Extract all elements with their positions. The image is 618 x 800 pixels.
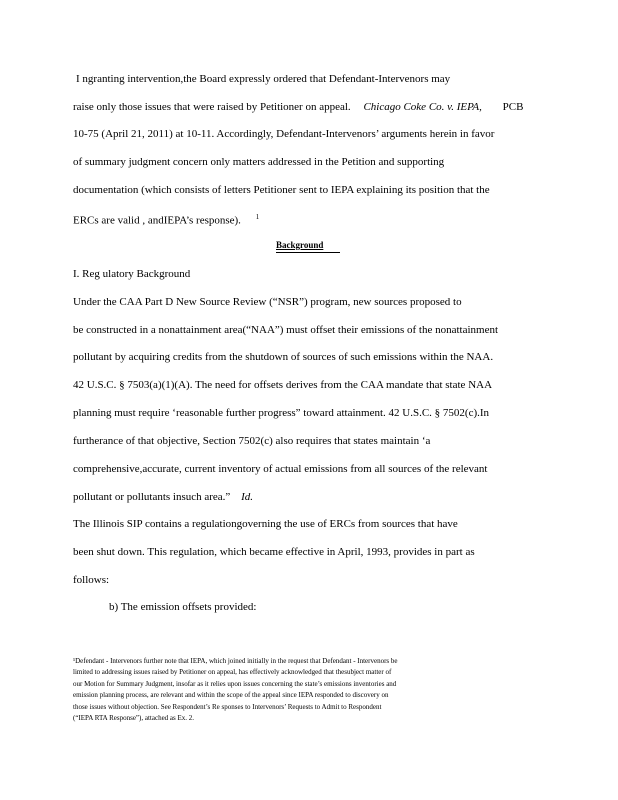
body-text: PCB xyxy=(502,101,524,113)
body-line xyxy=(73,210,259,228)
body-line: been shut down. This regulation, which became effective in April, 1993, provides in part as xyxy=(73,546,475,558)
body-line: 10-75 (April 21, 2011) at 10-11. Accordingly, Defendant-Intervenors’ arguments herein in favor xyxy=(73,128,495,140)
body-line: of summary judgment concern only matters addressed in the Petition and supporting xyxy=(73,156,445,168)
body-line: be constructed in a nonattainment area(“NAA”) must offset their emissions of the nonattainment xyxy=(73,324,499,336)
footnote-line: limited to addressing issues raised by Petitioner on appeal, has effectively acknowledged that thesubject matter of xyxy=(73,668,392,676)
body-line: I ngranting intervention,the Board expressly ordered that Defendant-Intervenors may xyxy=(76,73,451,85)
heading-underline xyxy=(276,252,340,253)
body-line: Under the CAA Part D New Source Review (“NSR”) program, new sources proposed to xyxy=(73,296,462,308)
footnote-line: emission planning process, are relevant and within the scope of the appeal since IEPA responded to discovery on xyxy=(73,691,389,699)
footnote-line: ¹Defendant - Intervenors further note that IEPA, which joined initially in the request that Defendant - Intervenors be xyxy=(73,657,398,665)
body-line: pollutant by acquiring credits from the shutdown of sources of such emissions within the NAA. xyxy=(73,351,494,363)
body-line xyxy=(73,100,523,114)
subsection-title: I. Reg ulatory Background xyxy=(73,268,191,280)
case-citation: Id. xyxy=(241,491,253,503)
body-line: documentation (which consists of letters Petitioner sent to IEPA explaining its position that the xyxy=(73,184,490,196)
case-citation: Chicago Coke Co. v. IEPA, xyxy=(363,101,482,113)
footnote-line: (“IEPA RTA Response”), attached as Ex. 2. xyxy=(73,714,195,722)
footnote-line: those issues without objection. See Respondent’s Re sponses to Intervenors’ Requests to Admit to Respondent xyxy=(73,703,382,711)
body-text: pollutant or pollutants insuch area.” xyxy=(73,491,231,503)
body-line: comprehensive,accurate, current inventory of actual emissions from all sources of the relevant xyxy=(73,463,488,475)
section-heading: Background xyxy=(276,240,324,250)
body-line: follows: xyxy=(73,574,110,586)
quoted-item: b) The emission offsets provided: xyxy=(109,601,257,613)
body-text: raise only those issues that were raised by Petitioner on appeal. xyxy=(73,101,351,113)
body-line xyxy=(73,490,253,504)
body-text: ERCs are valid , andIEPA’s response). xyxy=(73,214,241,227)
body-line: furtherance of that objective, Section 7502(c) also requires that states maintain ‘a xyxy=(73,435,431,447)
footnote-marker: 1 xyxy=(255,213,260,221)
body-line: planning must require ‘reasonable further progress” toward attainment. 42 U.S.C. § 7502(c).In xyxy=(73,407,490,419)
body-line: 42 U.S.C. § 7503(a)(1)(A). The need for offsets derives from the CAA mandate that state NAA xyxy=(73,379,493,391)
footnote-line: our Motion for Summary Judgment, insofar as it relies upon issues concerning the state’s emissions inventories and xyxy=(73,680,397,688)
body-line: The Illinois SIP contains a regulationgoverning the use of ERCs from sources that have xyxy=(73,518,458,530)
